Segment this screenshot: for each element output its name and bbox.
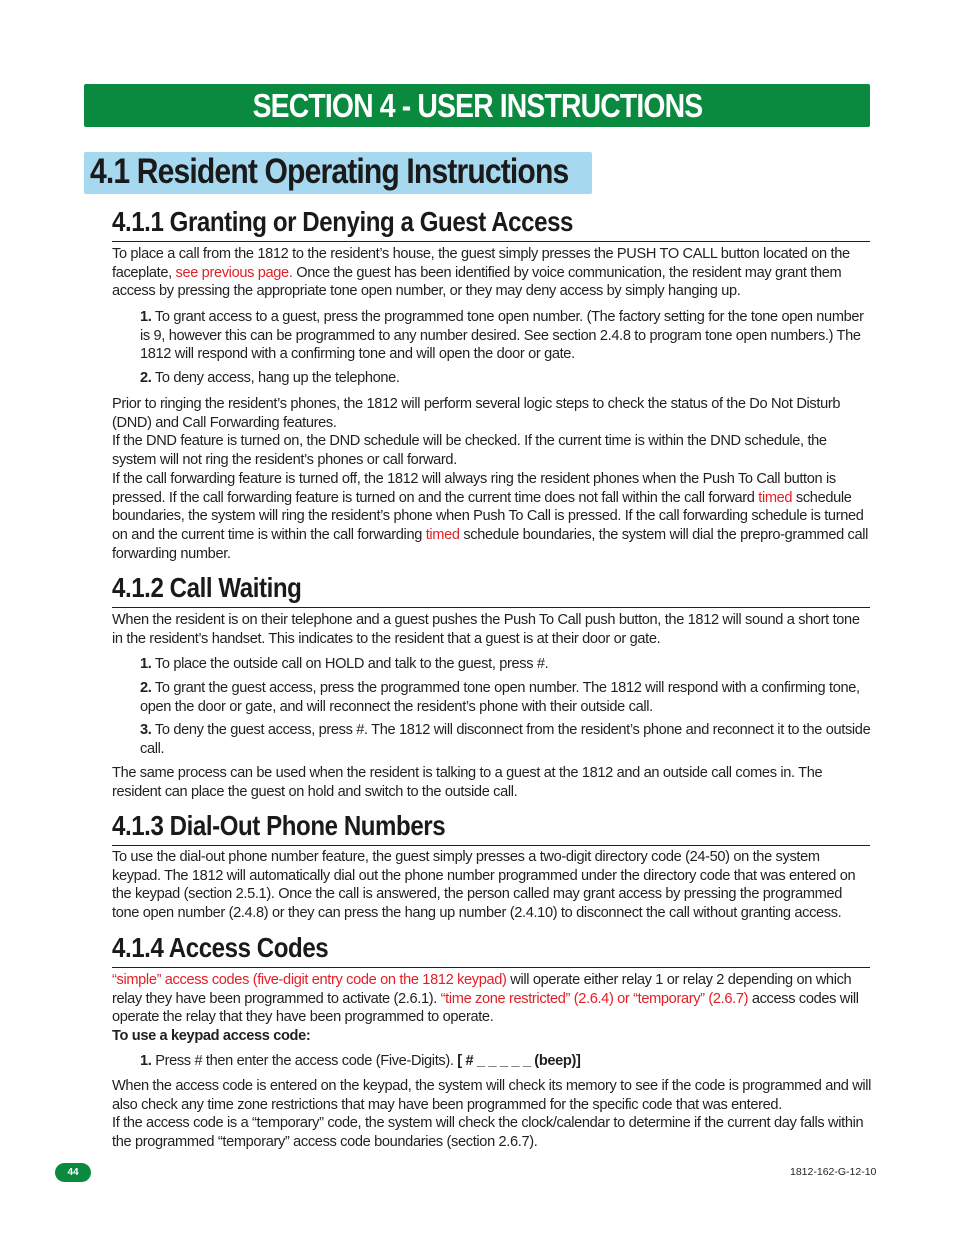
s4-para-2: If the access code is a “temporary” code, the system will check the clock/calendar to determine if the current day falls within the programmed “temporary” access code boundaries (section 2.6.7). [112,1115,864,1150]
timed-highlight: timed [758,489,793,506]
heading-rule [112,241,870,242]
item-number: 1. [140,1053,152,1069]
item-text: Press # then enter the access code (Five-Digits). [151,1053,458,1069]
item-number: 1. [140,656,152,672]
para-text: schedule boundaries, the system will ring the resident’s phone when Push To Call is pressed. If the call forwarding schedule is turned on and the current time is within the call forwarding [112,489,864,544]
s4-intro [112,971,872,1027]
item-text: To grant the guest access, press the programmed tone open number. The 1812 will respond with a confirming tone, open the door or gate, and will reconnect the resident’s phone with their outside call. [140,680,860,715]
para-text: If the call forwarding feature is turned off, the 1812 will always ring the resident phones when the Push To Call button is pressed. If the call forwarding feature is turned on and the current time does not fall within the call forward [112,471,836,506]
s4-item-1 [140,1052,872,1071]
item-text: To place the outside call on HOLD and talk to the guest, press #. [151,656,549,672]
subsection-title: 4.1 Resident Operating Instructions [90,152,569,191]
document-code: 1812-162-G-12-10 [790,1166,877,1178]
para-text: schedule boundaries, the system will dial the prepro-grammed call forwarding number. [112,527,869,562]
s1-intro-text-b: Once the guest has been identified by voice communication, the resident may grant them access by pressing the appropriate tone open number, or they may deny access by simply hanging up. [112,264,842,300]
page-number-badge: 44 [55,1163,91,1182]
heading-4-1-4: 4.1.4 Access Codes [112,932,329,963]
s3-body: To use the dial-out phone number feature, the guest simply presses a two-digit directory code (24-50) on the system keypad. The 1812 will automatically dial out the phone number programmed under the directory code that was entered on the keypad (section 2.5.1). Once the call is answered, the person called may grant access by pressing the programmed tone open number (2.4.8) or they can press the hang up number (2.4.10) to disconnect the call without granting access. [112,849,856,922]
heading-4-1-1: 4.1.1 Granting or Denying a Guest Access [112,206,574,237]
item-number: 2. [140,680,152,696]
para-text: will operate either relay 1 or relay 2 depending on which relay they have been programmed to activate (2.6.1). [112,972,852,1007]
s2-intro: When the resident is on their telephone and a guest pushes the Push To Call push button, the 1812 will sound a short tone in the resident’s handset. This indicates to the resident that a guest is at their door or gate. [112,612,860,647]
s2-item-3 [140,721,872,758]
s1-intro [112,245,872,301]
keypad-label: To use a keypad access code: [112,1028,311,1044]
heading-rule [112,607,870,608]
s4-para-1: When the access code is entered on the keypad, the system will check its memory to see if the code is programmed and will also check any time zone restrictions that may have been programmed for the specific code that was entered. [112,1078,872,1113]
subsection-banner [84,152,592,194]
item-number: 3. [140,722,152,738]
s1-item-1 [140,308,872,364]
item-number: 2. [140,370,152,386]
s2-item-1 [140,655,872,674]
heading-4-1-2: 4.1.2 Call Waiting [112,572,302,603]
s1-para-2: If the DND feature is turned on, the DND schedule will be checked. If the current time is within the DND schedule, the system will not ring the resident’s phones or call forward. [112,433,827,468]
s1-intro-text-a: To place a call from the 1812 to the resident’s house, the guest simply presses the PUSH TO CALL button located on the faceplate, [112,246,850,281]
s1-para-1: Prior to ringing the resident’s phones, the 1812 will perform several logic steps to check the status of the Do Not Disturb (DND) and Call Forwarding features. [112,396,841,431]
s1-para-3 [112,470,872,564]
item-text: To deny access, hang up the telephone. [151,370,400,386]
previous-page-link[interactable]: see previous page. [175,264,293,281]
item-text: To deny the guest access, press #. The 1812 will disconnect from the resident’s phone and reconnect it to the outside call. [140,722,871,757]
section-banner [84,84,870,127]
restricted-codes-highlight: “time zone restricted” (2.6.4) or “temporary” (2.6.7) [440,990,749,1007]
simple-codes-highlight: “simple” access codes (five-digit entry code on the 1812 keypad) [112,972,507,988]
heading-4-1-3: 4.1.3 Dial-Out Phone Numbers [112,810,446,841]
para-text: access codes will operate the relay that they have been programmed to operate. [112,990,859,1026]
s2-outro: The same process can be used when the resident is talking to a guest at the 1812 and an outside call comes in. The resident can place the guest on hold and switch to the outside call. [112,765,823,800]
heading-rule [112,967,870,968]
section-title: SECTION 4 - USER INSTRUCTIONS [252,86,702,124]
keypad-sequence: [ # _ _ _ _ _ (beep)] [457,1053,581,1069]
timed-highlight: timed [425,527,460,544]
s2-item-2 [140,679,872,716]
heading-rule [112,845,870,846]
s1-item-2 [140,369,872,388]
item-number: 1. [140,309,152,325]
item-text: To grant access to a guest, press the programmed tone open number. (The factory setting for the tone open number is 9, however this can be programmed to any number desired. See section 2.4.8 to program tone open numbers.) The 1812 will respond with a confirming tone and will open the door or gate. [140,309,864,363]
